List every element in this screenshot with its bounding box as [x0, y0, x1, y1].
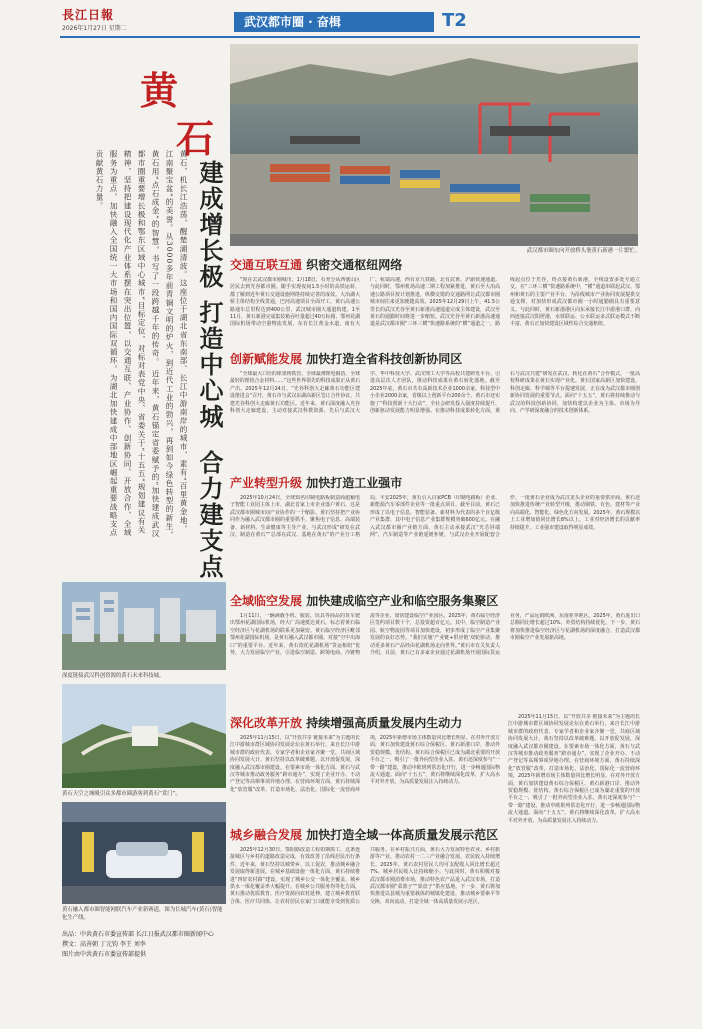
headline-big-char-2: 石 — [176, 116, 215, 161]
masthead-rule — [60, 36, 640, 38]
photo-tech-city — [62, 582, 226, 670]
section-tag: 全域临空发展 — [230, 594, 303, 608]
section-reform — [230, 714, 500, 827]
section-transport — [230, 256, 640, 353]
section-industry — [230, 474, 640, 593]
headline-big-char-1: 黄 — [140, 68, 179, 113]
left-photo2-caption: 黄石天空之城吸引众多都市圈游客到黄石“赏门”。 — [62, 791, 181, 797]
page-number: T2 — [442, 10, 467, 31]
section-heading — [230, 350, 640, 367]
section-tag: 创新赋能发展 — [230, 352, 303, 366]
section-urban-rural — [230, 826, 500, 1029]
left-photo3-caption: 黄石融入都市圈智能网联汽车产业新赛道，图为长城汽车(黄石)智能化生产线。 — [62, 907, 223, 921]
section-body: 2025年11月15日，以“开放共享 链接未来”为主题的长江中游城市群区域协同发展论坛在黄石举行，来自长江中游城市群的政府代表、专家学者和企业家齐聚一堂，共商区域协同发展大计。黄石坚持以改革破难题、以开放促发展，深度融入武汉都市圈建设。在要素市场一体化方面，黄石与武汉等城市推动政务服务“跨市通办”，实现了企业开办、不动产登记等高频事项异地办理。在营商环境方面，黄石持续深化“放管服”改革，打造市场化、法治化、国际化一流营商环境，2025年新增市场主体数量同比增长明显。在对外开放方面，黄石加快建设黄石综合保税区、黄石新港口岸，推动外贸稳规模、优结构。黄石综合保税区已成为湖北重要的开放平台之一，吸引了一批外向型企业入驻。黄石还深度参与“一带一路”建设，推动中欧班列常态化开行，进一步畅通国际物流大通道。面向“十五五”，黄石将继续深化改革，扩大高水平对外开放，为高质量发展注入持续动力。 — [230, 735, 500, 793]
intro-text: 黄石，机长江浩荡，醒楚湖清波。这座位于湖北省东南部、长江中游南岸的城市，素有“百里黄金地，江南聚宝盆”的美誉。从3000多年前青铜文明的炉火，到近代工业的勃兴，再到如今绿色转型的新生，黄石用“点石成金”的智慧，书写了一段跨越千年的传奇。 近年来，黄石锚定省委赋予的“加快建成武汉都市圈重要增长极和鄂东区域中心城市”目标定位，对标对表党中央、省委关于“十五五”规划建议有关精神，坚持把建设现代化产业体系摆在突出位置，以交通互联、产业协作、创新协同、开放合作、全域服务为重点，加快融入全国统一大市场和国内国际双循环，为湖北加快建成中部地区崛起重要战略支点贡献黄石力量。 — [95, 150, 188, 540]
section-tag: 交通互联互通 — [230, 258, 303, 272]
section-heading — [230, 474, 640, 491]
section-innovation — [230, 350, 640, 475]
section-tag: 深化改革开放 — [230, 716, 303, 730]
credits-block — [62, 930, 232, 960]
section-title: 加快打造全省科技创新协同区 — [306, 352, 463, 366]
credits-line-2: 撰文：高善朝 丁元钧 李王 刘李 — [62, 941, 146, 948]
section-title: 持续增强高质量发展内生动力 — [306, 716, 463, 730]
section-tag: 产业转型升级 — [230, 476, 303, 490]
port-illustration — [230, 44, 638, 246]
left-photo1-caption: 深度链接武汉科创资源的黄石未来科技城。 — [62, 673, 165, 679]
masthead — [0, 0, 702, 38]
headline-line-2: 打造中心城 — [195, 300, 224, 430]
headline-line-3: 合力建支点 — [195, 450, 224, 580]
section-title: 加快打造全域一体高质量发展示范区 — [306, 828, 499, 842]
section-heading — [230, 592, 640, 609]
continuation-text: 2025年11月15日，以“开放共享 链接未来”为主题的长江中游城市群区域协同发展论坛在黄石举行，来自长江中游城市群的政府代表、专家学者和企业家齐聚一堂，共商区域协同发展大计。黄石坚持以改革破难题、以开放促发展，深度融入武汉都市圈建设。在要素市场一体化方面，黄石与武汉等城市推动政务服务“跨市通办”，实现了企业开办、不动产登记等高频事项异地办理。在营商环境方面，黄石持续深化“放管服”改革，打造市场化、法治化、国际化一流营商环境，2025年新增市场主体数量同比增长明显。在对外开放方面，黄石加快建设黄石综合保税区、黄石新港口岸，推动外贸稳规模、优结构。黄石综合保税区已成为湖北重要的开放平台之一，吸引了一批外向型企业入驻。黄石还深度参与“一带一路”建设，推动中欧班列常态化开行，进一步畅通国际物流大通道。面向“十五五”，黄石将继续深化改革，扩大高水平对外开放，为高质量发展注入持续动力。 — [508, 714, 640, 824]
section-body: 2025年10月24日，全球知名印制电路板制造商超颖电子智能工业园主体上市，湖北首家上市企业落户黄石，这是武汉都市圈城市间产业协作的一个缩影。黄石坚持把产业协同作为融入武汉都市圈的重要抓手，聚焦电子信息、高端装备、新材料、生命健康等主导产业，与武汉形成“研发在武汉、制造在黄石”“总部在武汉、基地在黄石”的产业分工格局。平安2025年，黄石引入百家PCB（印制电路板）企业、新能源汽车零部件企业等一批重点项目。截至目前，黄石已形成了以电子信息、智能装备、新材料为代表的多个百亿级产业集群，其中电子信息产业集群规模突破600亿元。在融入武汉都市圈产业链方面，黄石主动承接武汉“光芯屏端网”、汽车制造等产业链延链补链，与武汉企业开展配套合作，一批黄石企业成为武汉龙头企业的重要供应商。黄石还加快推进传统产业转型升级，推动钢铁、有色、建材等产业向高端化、智能化、绿色化方向发展。2025年，黄石规模以上工业增加值同比增长8%以上，工业对经济增长的贡献率持续提升，工业强市建设取得明显成效。 — [230, 495, 640, 539]
section-title: 加快打造工业强市 — [306, 476, 403, 490]
section-body: “全球最大口径的球墨铸铁管，全球最薄锂电铜箔，全球最轻的锂铝合金材料……”这些世界领先的科技成果正从黄石产出。2025年12月24日，“光谷科创大走廊黄石功能区建设推进会”召开，黄石市与武汉东湖高新区签订合作协议，共建光谷科创大走廊黄石功能区。近年来，黄石深度融入光谷科创大走廊建设，主动对接武汉科教资源，先后与武汉大学、华中科技大学、武汉理工大学等高校共建研发平台，引进高层次人才团队，推动科技成果在黄石转化落地。截至2025年底，黄石市共有高新技术企业1000余家，科技型中小企业2000余家，省级以上创新平台200余个。黄石市还实施了“科技创新十大行动”，全社会研发投入强度持续提升，创新驱动发展能力明显增强。在推动科技成果转化方面，黄石与武汉共建“研发在武汉、转化在黄石”合作模式，一批高校科研成果在黄石实现产业化。黄石国家高新区加快建设，科创走廊、科学城等平台提速发展，正在成为武汉都市圈创新协同发展的重要节点。面向“十五五”，黄石将持续推动与武汉的科技创新协同，加快构建以企业为主体、市场为导向、产学研深度融合的技术创新体系。 — [230, 371, 640, 415]
section-airport — [230, 592, 640, 715]
photo-sky-city — [62, 684, 226, 788]
section-title: 加快建成临空产业和临空服务集聚区 — [306, 594, 499, 608]
headline-line-1: 建成增长极 — [195, 160, 224, 290]
section-heading — [230, 826, 500, 843]
date-line: 2026年1月27日 星期二 — [62, 25, 127, 32]
section-body: 1月11日，一辆满载手机、服装、玩具等商品的货车驶出鄂州花湖国际机场，经大广高速抵达黄石，标志着黄石临空经济区与花湖机场的联系更加紧密。黄石临空经济区毗邻鄂州花湖国际机场，是黄石融入武汉都市圈、对接“空中出海口”的重要平台。近年来，黄石依托花湖机场“货运枢纽”优势，大力发展临空产业，引进临空制造、跨境电商、冷链物流等企业，加快建设临空产业园区。2025年，黄石临空经济区签约项目数十个，总投资超百亿元。其中，临空制造产业园、航空物流园等项目加快建设，初步形成了临空产业集聚发展的良好态势。“我们实施‘产业链+供应链’双轮驱动，推动更多黄石产品经由花湖机场走向世界。”黄石市有关负责人介绍。目前，黄石已有多家企业通过花湖机场开展国际货运业务，产品远销欧洲、东南亚等地区。2025年，黄石进出口总额同比增长超过10%，外贸结构持续优化。下一步，黄石将加快推进临空经济区与花湖机场的深度融合，打造武汉都市圈临空产业发展新高地。 — [230, 613, 640, 657]
column-banner: 武汉都市圈 · 奋楫 — [234, 12, 434, 32]
section-tag: 城乡融合发展 — [230, 828, 303, 842]
credits-line-3: 图片由中共黄石市委宣传部提供 — [62, 951, 147, 958]
paper-logo: 長江日報 — [62, 8, 115, 22]
section-body: “现在去武汉都市圈城市，1月18日，石充分从西塞山区居民去到光谷都市圈。随手实现夜间1.5小时的高铁运转，都了解到近年黄石交通设施网络持续完善的成效。大冶湖大桥主体结构全线贯通，巴河高速项目全面开工，黄石高速公路通车总里程达到400公里，武汉城市圈大通道构建。1至11月，黄石新港完成集装箱吞吐量超过40万标箱，鄂州花湖国际机场带动空港物流发展，东有长江黄金水道，南有大广、杭瑞高速，西有京九铁路，北有武黄、沪渝快速通道。与此同时，鄂州机场高速二期工程加紧推进，黄石至大冶高速公路项目按计划推进，纵横交错的交通路网让武汉都市圈城市间往来更加便捷高效。2025年12月29日上午，41.5公里长的武汉光谷至黄石新港高速通道完成主体建设，武汉至黄石的通勤时间将进一步缩短。武汉光谷至黄石新港高速通道是武汉都市圈“三环三横”快速路系统的“横”通道之一，路线起点位于光谷，终点接黄石新港，全线设置多处互通立交。在“三环三横”快速路系统中，“横”通道串联起武汉、鄂州和黄石的主要产业平台，为沿线城市产业协同发展提供交通支撑，对加快形成武汉都市圈一小时通勤圈具有重要意义。与此同时，黄石新港港区向东承接长江中游港口群，向西连接武汉阳逻港，水铁联运、公水联运多式联运模式不断丰富，黄石正加快建设区域性综合交通枢纽。 — [230, 277, 640, 328]
section-heading — [230, 256, 640, 273]
continuation-column — [508, 714, 640, 1014]
photo-car-line — [62, 802, 226, 904]
credits-line-1: 出品：中共黄石市委宣传部 长江日报武汉都市圈新闻中心 — [62, 931, 214, 938]
top-photo-port — [230, 44, 638, 246]
top-photo-caption: 武汉都市圈东向开放桥头堡黄石新港一片繁忙。 — [526, 248, 640, 254]
section-body: 2025年12月30日，鄂阳路改造工程如期竣工，这条连接城区与乡村的道路改造完成，有效改善了沿线居民出行条件。近年来，黄石坚持以城带乡、以工促农，推动城乡融合发展取得新进展。在城乡基础设施一体化方面，黄石持续推进“四好农村路”建设，实现了城乡公交一体化全覆盖，城乡供水一体化覆盖率大幅提升。在城乡公共服务均等化方面，黄石推动优质教育、医疗资源向农村延伸，建立城乡教育联合体、医疗共同体，让农村居民在家门口就能享受到优质公共服务。在乡村振兴方面，黄石大力发展特色农业、乡村旅游等产业，推动农村一二三产业融合发展，农民收入持续增长。2025年，黄石农村居民人均可支配收入同比增长超过7%，城乡居民收入比持续缩小。与此同时，黄石积极对接武汉都市圈消费市场，推动特色农产品进入武汉市场，打造武汉都市圈“菜篮子”“果盘子”供应基地。下一步，黄石将加快推进以县城为重要载体的城镇化建设，推动城乡要素平等交换、双向流动，打造全域一体高质量发展示范区。 — [230, 847, 500, 905]
section-heading — [230, 714, 500, 731]
section-title: 织密交通枢纽网络 — [306, 258, 403, 272]
